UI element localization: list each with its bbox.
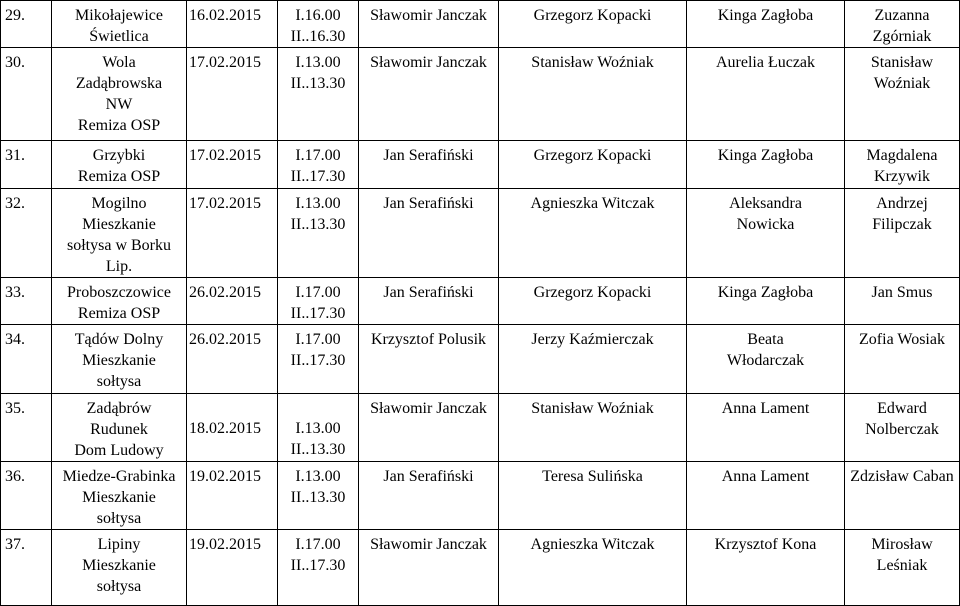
person-cell-1-line: Jan Serafiński bbox=[383, 284, 474, 301]
place-cell-line: sołtysa bbox=[96, 578, 142, 595]
person-cell-3 bbox=[687, 278, 845, 325]
person-cell-4 bbox=[845, 325, 960, 394]
date-cell: 19.02.2015 bbox=[187, 462, 278, 530]
person-cell-4 bbox=[845, 394, 960, 462]
person-cell-1 bbox=[359, 325, 499, 394]
date-cell: 18.02.2015 bbox=[187, 394, 278, 462]
person-cell-3-line: Beata bbox=[747, 331, 784, 348]
place-cell-line: Proboszczowice bbox=[67, 284, 171, 301]
person-cell-3 bbox=[687, 530, 845, 606]
place-cell-line: Mieszkanie bbox=[82, 489, 156, 506]
time-cell-line: I.17.00 bbox=[295, 147, 341, 164]
person-cell-4 bbox=[845, 141, 960, 189]
row-number: 29. bbox=[1, 1, 52, 48]
place-cell bbox=[52, 141, 187, 189]
place-cell-line: Lip. bbox=[105, 258, 133, 275]
time-cell-line: I.17.00 bbox=[295, 331, 341, 348]
person-cell-1 bbox=[359, 1, 499, 48]
person-cell-4-line: Zgórniak bbox=[872, 28, 932, 45]
person-cell-3 bbox=[687, 325, 845, 394]
person-cell-1 bbox=[359, 278, 499, 325]
place-cell-line: Wola bbox=[102, 54, 136, 71]
person-cell-2 bbox=[499, 278, 687, 325]
date-cell: 19.02.2015 bbox=[187, 530, 278, 606]
person-cell-3 bbox=[687, 189, 845, 278]
place-cell-line: Świetlica bbox=[89, 28, 149, 45]
person-cell-4-line: Krzywik bbox=[874, 168, 930, 185]
time-cell-line: I.16.00 bbox=[295, 7, 341, 24]
person-cell-4-line: Edward bbox=[877, 400, 927, 417]
time-cell-line: II..13.30 bbox=[290, 216, 346, 233]
person-cell-3 bbox=[687, 1, 845, 48]
person-cell-3-line: Anna Lament bbox=[721, 400, 810, 417]
person-cell-1-line: Jan Serafiński bbox=[383, 195, 474, 212]
row-number: 36. bbox=[1, 462, 52, 530]
time-cell-line: II..17.30 bbox=[290, 557, 346, 574]
time-cell bbox=[278, 325, 359, 394]
place-cell-line: Mieszkanie bbox=[82, 216, 156, 233]
person-cell-2-line: Grzegorz Kopacki bbox=[533, 147, 652, 164]
person-cell-3-line: Kinga Zagłoba bbox=[717, 284, 814, 301]
place-cell bbox=[52, 48, 187, 141]
person-cell-4 bbox=[845, 48, 960, 141]
place-cell-line: Mieszkanie bbox=[82, 557, 156, 574]
place-cell-line: Remiza OSP bbox=[77, 117, 161, 134]
person-cell-2-line: Grzegorz Kopacki bbox=[533, 7, 652, 24]
person-cell-2-line: Agnieszka Witczak bbox=[530, 195, 655, 212]
person-cell-4-line: Zofia Wosiak bbox=[859, 331, 945, 348]
person-cell-4-line: Woźniak bbox=[873, 75, 931, 92]
place-cell-line: Rudunek bbox=[90, 421, 148, 438]
person-cell-4-line: Leśniak bbox=[876, 557, 928, 574]
place-cell-line: Zadąbrów bbox=[86, 400, 152, 417]
row-number: 30. bbox=[1, 48, 52, 141]
place-cell bbox=[52, 278, 187, 325]
time-cell-line: II..17.30 bbox=[290, 305, 346, 322]
person-cell-4-line: Zuzanna bbox=[874, 7, 930, 24]
person-cell-1 bbox=[359, 48, 499, 141]
person-cell-4 bbox=[845, 530, 960, 606]
time-cell bbox=[278, 1, 359, 48]
person-cell-2 bbox=[499, 394, 687, 462]
time-cell-line: I.13.00 bbox=[295, 54, 341, 71]
person-cell-2-line: Jerzy Kaźmierczak bbox=[531, 331, 654, 348]
table-row bbox=[1, 530, 960, 606]
date-cell: 17.02.2015 bbox=[187, 141, 278, 189]
person-cell-4-line: Nolberczak bbox=[865, 421, 939, 438]
place-cell-line: sołtysa w Borku bbox=[67, 237, 171, 254]
place-cell-line: Mogilno bbox=[91, 195, 147, 212]
place-cell-line: NW bbox=[105, 96, 133, 113]
table-row bbox=[1, 394, 960, 462]
place-cell bbox=[52, 394, 187, 462]
date-cell: 26.02.2015 bbox=[187, 278, 278, 325]
person-cell-4-line: Jan Smus bbox=[871, 284, 933, 301]
time-cell bbox=[278, 189, 359, 278]
table-row bbox=[1, 325, 960, 394]
person-cell-2 bbox=[499, 325, 687, 394]
row-number: 33. bbox=[1, 278, 52, 325]
place-cell bbox=[52, 189, 187, 278]
person-cell-3-line: Kinga Zagłoba bbox=[717, 7, 814, 24]
table-row bbox=[1, 48, 960, 141]
time-cell-line: II..16.30 bbox=[290, 28, 346, 45]
place-cell bbox=[52, 530, 187, 606]
person-cell-2-line: Stanisław Woźniak bbox=[531, 400, 654, 417]
person-cell-2-line: Teresa Sulińska bbox=[542, 468, 643, 485]
date-cell: 16.02.2015 bbox=[187, 1, 278, 48]
person-cell-1-line: Jan Serafiński bbox=[383, 147, 474, 164]
place-cell-line: sołtysa bbox=[96, 510, 142, 527]
person-cell-3 bbox=[687, 48, 845, 141]
person-cell-2 bbox=[499, 462, 687, 530]
time-cell-line: I.17.00 bbox=[295, 536, 341, 553]
person-cell-4 bbox=[845, 189, 960, 278]
person-cell-1-line: Sławomir Janczak bbox=[370, 536, 487, 553]
date-cell: 17.02.2015 bbox=[187, 189, 278, 278]
time-cell-line: I.13.00 bbox=[295, 195, 341, 212]
person-cell-3 bbox=[687, 141, 845, 189]
place-cell bbox=[52, 462, 187, 530]
person-cell-2 bbox=[499, 530, 687, 606]
schedule-body bbox=[1, 1, 960, 606]
person-cell-4-line: Magdalena bbox=[866, 147, 938, 164]
table-row bbox=[1, 278, 960, 325]
time-cell bbox=[278, 530, 359, 606]
person-cell-1-line: Sławomir Janczak bbox=[370, 54, 487, 71]
time-cell bbox=[278, 394, 359, 462]
person-cell-1-line: Jan Serafiński bbox=[383, 468, 474, 485]
time-cell-line: I.13.00 bbox=[295, 468, 341, 485]
time-cell bbox=[278, 278, 359, 325]
time-cell-line: II..17.30 bbox=[290, 168, 346, 185]
time-cell-line: II..13.30 bbox=[290, 489, 346, 506]
person-cell-4 bbox=[845, 1, 960, 48]
place-cell-line: Tądów Dolny bbox=[74, 331, 164, 348]
person-cell-3-line: Aurelia Łuczak bbox=[715, 54, 816, 71]
person-cell-4-line: Stanisław bbox=[870, 54, 934, 71]
person-cell-3-line: Aleksandra bbox=[729, 195, 802, 212]
person-cell-1 bbox=[359, 462, 499, 530]
row-number: 31. bbox=[1, 141, 52, 189]
place-cell-line: Miedze-Grabinka bbox=[62, 468, 176, 485]
table-row bbox=[1, 1, 960, 48]
place-cell-line: Grzybki bbox=[92, 147, 146, 164]
place-cell bbox=[52, 1, 187, 48]
person-cell-1 bbox=[359, 530, 499, 606]
time-cell-line: II..13.30 bbox=[290, 441, 346, 458]
person-cell-2 bbox=[499, 141, 687, 189]
person-cell-1-line: Sławomir Janczak bbox=[370, 7, 487, 24]
person-cell-3 bbox=[687, 394, 845, 462]
person-cell-4-line: Andrzej bbox=[876, 195, 928, 212]
place-cell-line: Mieszkanie bbox=[82, 352, 156, 369]
place-cell bbox=[52, 325, 187, 394]
time-cell-line: I.17.00 bbox=[295, 284, 341, 301]
person-cell-4 bbox=[845, 462, 960, 530]
place-cell-line: Remiza OSP bbox=[77, 168, 161, 185]
time-cell-line: I.13.00 bbox=[295, 420, 341, 437]
row-number: 32. bbox=[1, 189, 52, 278]
table-row bbox=[1, 462, 960, 530]
person-cell-1-line: Krzysztof Polusik bbox=[370, 331, 487, 348]
person-cell-3 bbox=[687, 462, 845, 530]
time-cell-line: II..13.30 bbox=[290, 75, 346, 92]
row-number: 34. bbox=[1, 325, 52, 394]
person-cell-2-line: Grzegorz Kopacki bbox=[533, 284, 652, 301]
place-cell-line: Dom Ludowy bbox=[74, 442, 164, 459]
person-cell-3-line: Włodarczak bbox=[726, 352, 805, 369]
table-row bbox=[1, 141, 960, 189]
table-row bbox=[1, 189, 960, 278]
time-cell bbox=[278, 48, 359, 141]
person-cell-4-line: Filipczak bbox=[872, 216, 932, 233]
person-cell-4-line: Mirosław bbox=[871, 536, 933, 553]
place-cell-line: Zadąbrowska bbox=[75, 75, 163, 92]
person-cell-2 bbox=[499, 48, 687, 141]
person-cell-2 bbox=[499, 1, 687, 48]
person-cell-1-line: Sławomir Janczak bbox=[370, 400, 487, 417]
person-cell-3-line: Krzysztof Kona bbox=[714, 536, 817, 553]
person-cell-1 bbox=[359, 394, 499, 462]
person-cell-1 bbox=[359, 189, 499, 278]
person-cell-3-line: Kinga Zagłoba bbox=[717, 147, 814, 164]
person-cell-1 bbox=[359, 141, 499, 189]
person-cell-4 bbox=[845, 278, 960, 325]
row-number: 35. bbox=[1, 394, 52, 462]
person-cell-4-line: Zdzisław Caban bbox=[850, 468, 954, 485]
date-cell: 26.02.2015 bbox=[187, 325, 278, 394]
person-cell-2-line: Stanisław Woźniak bbox=[531, 54, 654, 71]
date-cell: 17.02.2015 bbox=[187, 48, 278, 141]
place-cell-line: sołtysa bbox=[96, 373, 142, 390]
place-cell-line: Mikołajewice bbox=[75, 7, 163, 24]
time-cell-line: II..17.30 bbox=[290, 352, 346, 369]
row-number: 37. bbox=[1, 530, 52, 606]
person-cell-3-line: Anna Lament bbox=[721, 468, 810, 485]
person-cell-2 bbox=[499, 189, 687, 278]
time-cell bbox=[278, 462, 359, 530]
place-cell-line: Lipiny bbox=[97, 536, 141, 553]
person-cell-2-line: Agnieszka Witczak bbox=[530, 536, 655, 553]
place-cell-line: Remiza OSP bbox=[77, 305, 161, 322]
time-cell bbox=[278, 141, 359, 189]
person-cell-3-line: Nowicka bbox=[736, 216, 795, 233]
